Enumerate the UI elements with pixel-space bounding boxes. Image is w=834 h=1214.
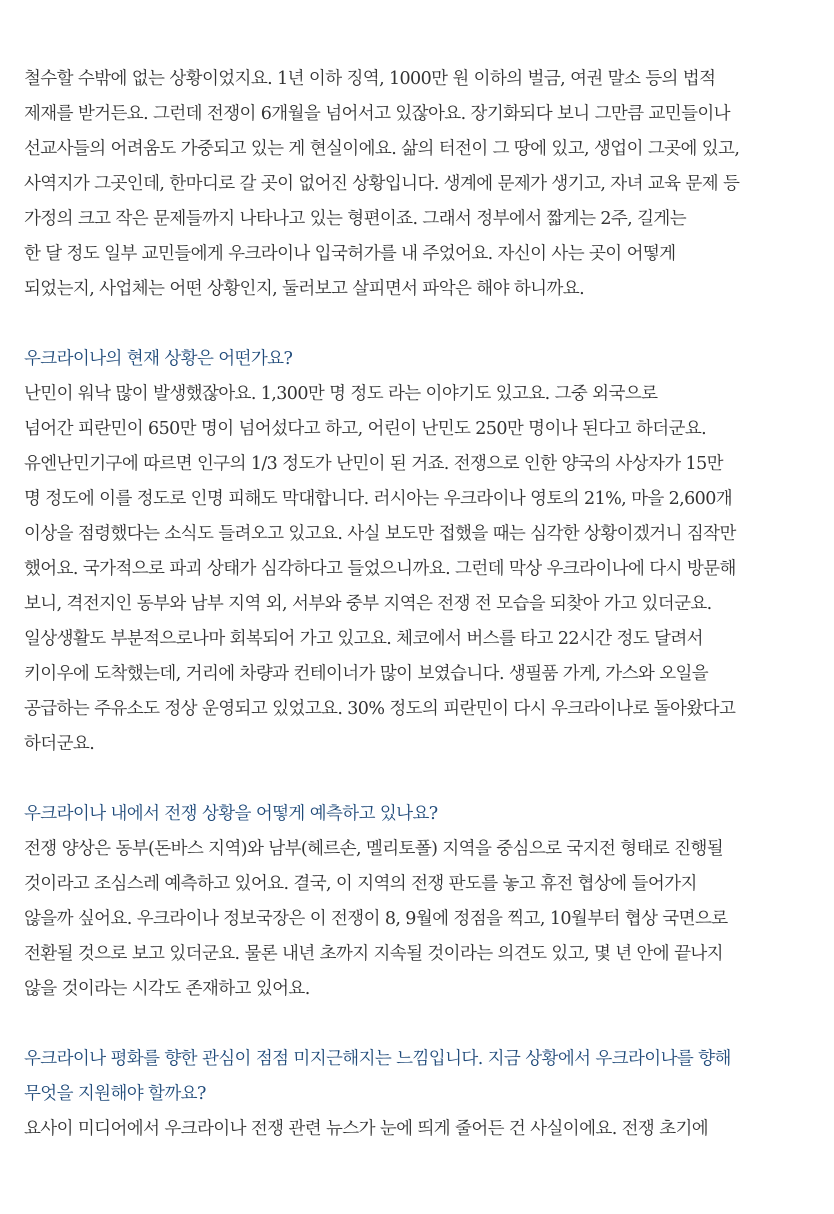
text-line: 넘어간 피란민이 650만 명이 넘어섰다고 하고, 어린이 난민도 250만 명이나 된다고 하더군요. <box>24 419 707 439</box>
text-line: 하더군요. <box>24 734 95 754</box>
text-line: 전쟁 양상은 동부(돈바스 지역)와 남부(헤르손, 멜리토폴) 지역을 중심으로 국지전 형태로 진행될 <box>24 839 724 859</box>
text-line: 보니, 격전지인 동부와 남부 지역 외, 서부와 중부 지역은 전쟁 전 모습을 되찾아 가고 있더군요. <box>24 594 712 614</box>
question-line: 우크라이나의 현재 상황은 어떤가요? <box>24 349 293 369</box>
text-line: 난민이 워낙 많이 발생했잖아요. 1,300만 명 정도 라는 이야기도 있고요. 그중 외국으로 <box>24 384 658 404</box>
intro-paragraph <box>24 62 814 307</box>
text-line: 키이우에 도착했는데, 거리에 차량과 컨테이너가 많이 보였습니다. 생필품 가게, 가스와 오일을 <box>24 664 709 684</box>
text-line: 사역지가 그곳인데, 한마디로 갈 곳이 없어진 상황입니다. 생계에 문제가 생기고, 자녀 교육 문제 등 <box>24 174 740 194</box>
qa-section-war-forecast <box>24 797 814 1007</box>
text-line: 한 달 정도 일부 교민들에게 우크라이나 입국허가를 내 주었어요. 자신이 사는 곳이 어떻게 <box>24 244 676 264</box>
text-line: 철수할 수밖에 없는 상황이었지요. 1년 이하 징역, 1000만 원 이하의 벌금, 여권 말소 등의 법적 <box>24 69 716 89</box>
text-line: 않을까 싶어요. 우크라이나 정보국장은 이 전쟁이 8, 9월에 정점을 찍고, 10월부터 협상 국면으로 <box>24 909 728 929</box>
text-line: 요사이 미디어에서 우크라이나 전쟁 관련 뉴스가 눈에 띄게 줄어든 건 사실이에요. 전쟁 초기에 <box>24 1119 709 1139</box>
text-line: 않을 것이라는 시각도 존재하고 있어요. <box>24 979 310 999</box>
text-line: 유엔난민기구에 따르면 인구의 1/3 정도가 난민이 된 거죠. 전쟁으로 인한 양국의 사상자가 15만 <box>24 454 723 474</box>
question-line: 무엇을 지원해야 할까요? <box>24 1084 206 1104</box>
interview-answer <box>24 1112 814 1147</box>
text-line: 공급하는 주유소도 정상 운영되고 있었고요. 30% 정도의 피란민이 다시 우크라이나로 돌아왔다고 <box>24 699 736 719</box>
text-line: 일상생활도 부분적으로나마 회복되어 가고 있고요. 체코에서 버스를 타고 22시간 정도 달려서 <box>24 629 703 649</box>
text-line: 가정의 크고 작은 문제들까지 나타나고 있는 형편이죠. 그래서 정부에서 짧게는 2주, 길게는 <box>24 209 687 229</box>
question-line: 우크라이나 평화를 향한 관심이 점점 미지근해지는 느낌입니다. 지금 상황에서 우크라이나를 향해 <box>24 1049 731 1069</box>
text-line: 이상을 점령했다는 소식도 들려오고 있고요. 사실 보도만 접했을 때는 심각한 상황이겠거니 짐작만 <box>24 524 736 544</box>
interview-answer <box>24 377 814 762</box>
text-line: 선교사들의 어려움도 가중되고 있는 게 현실이에요. 삶의 터전이 그 땅에 있고, 생업이 그곳에 있고, <box>24 139 740 159</box>
qa-section-support <box>24 1042 814 1147</box>
article-body <box>24 62 814 1147</box>
text-line: 했어요. 국가적으로 파괴 상태가 심각하다고 들었으니까요. 그런데 막상 우크라이나에 다시 방문해 <box>24 559 736 579</box>
interview-question <box>24 797 814 832</box>
question-line: 우크라이나 내에서 전쟁 상황을 어떻게 예측하고 있나요? <box>24 804 438 824</box>
interview-question <box>24 1042 814 1112</box>
text-line: 제재를 받거든요. 그런데 전쟁이 6개월을 넘어서고 있잖아요. 장기화되다 보니 그만큼 교민들이나 <box>24 104 730 124</box>
qa-section-current-situation <box>24 342 814 762</box>
text-line: 되었는지, 사업체는 어떤 상황인지, 둘러보고 살피면서 파악은 해야 하니까요. <box>24 279 585 299</box>
text-line: 것이라고 조심스레 예측하고 있어요. 결국, 이 지역의 전쟁 판도를 놓고 휴전 협상에 들어가지 <box>24 874 697 894</box>
interview-answer <box>24 832 814 1007</box>
text-line: 전환될 것으로 보고 있더군요. 물론 내년 초까지 지속될 것이라는 의견도 있고, 몇 년 안에 끝나지 <box>24 944 723 964</box>
interview-question <box>24 342 814 377</box>
text-line: 명 정도에 이를 정도로 인명 피해도 막대합니다. 러시아는 우크라이나 영토의 21%, 마을 2,600개 <box>24 489 733 509</box>
